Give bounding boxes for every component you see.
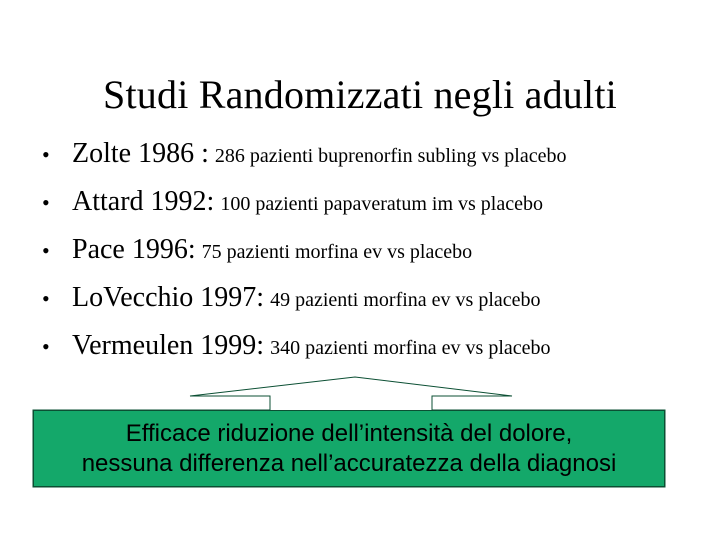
callout-line-2: nessuna differenza nell’accuratezza della diagnosi	[81, 450, 617, 477]
study-detail: 340 pazienti morfina ev vs placebo	[270, 337, 551, 359]
slide-title: Studi Randomizzati negli adulti	[103, 72, 617, 117]
study-detail: 49 pazienti morfina ev vs placebo	[270, 289, 541, 311]
callout-line-1: Efficace riduzione dell’intensità del dolore,	[125, 420, 573, 447]
study-name: Vermeulen 1999:	[72, 330, 265, 361]
bullet-point-icon: •	[42, 142, 50, 167]
study-detail: 75 pazienti morfina ev vs placebo	[201, 241, 473, 263]
conclusion-callout	[33, 410, 665, 487]
study-detail: 100 pazienti papaveratum im vs placebo	[220, 193, 543, 215]
study-name: LoVecchio 1997:	[72, 282, 265, 313]
bullet-point-icon: •	[42, 334, 50, 359]
study-detail: 286 pazienti buprenorfin subling vs placebo	[214, 145, 567, 167]
study-name: Zolte 1986 :	[72, 138, 209, 169]
bullet-point-icon: •	[42, 286, 50, 311]
study-name: Pace 1996:	[72, 234, 196, 265]
study-name: Attard 1992:	[72, 186, 215, 217]
bullet-point-icon: •	[42, 238, 50, 263]
bullet-point-icon: •	[42, 190, 50, 215]
